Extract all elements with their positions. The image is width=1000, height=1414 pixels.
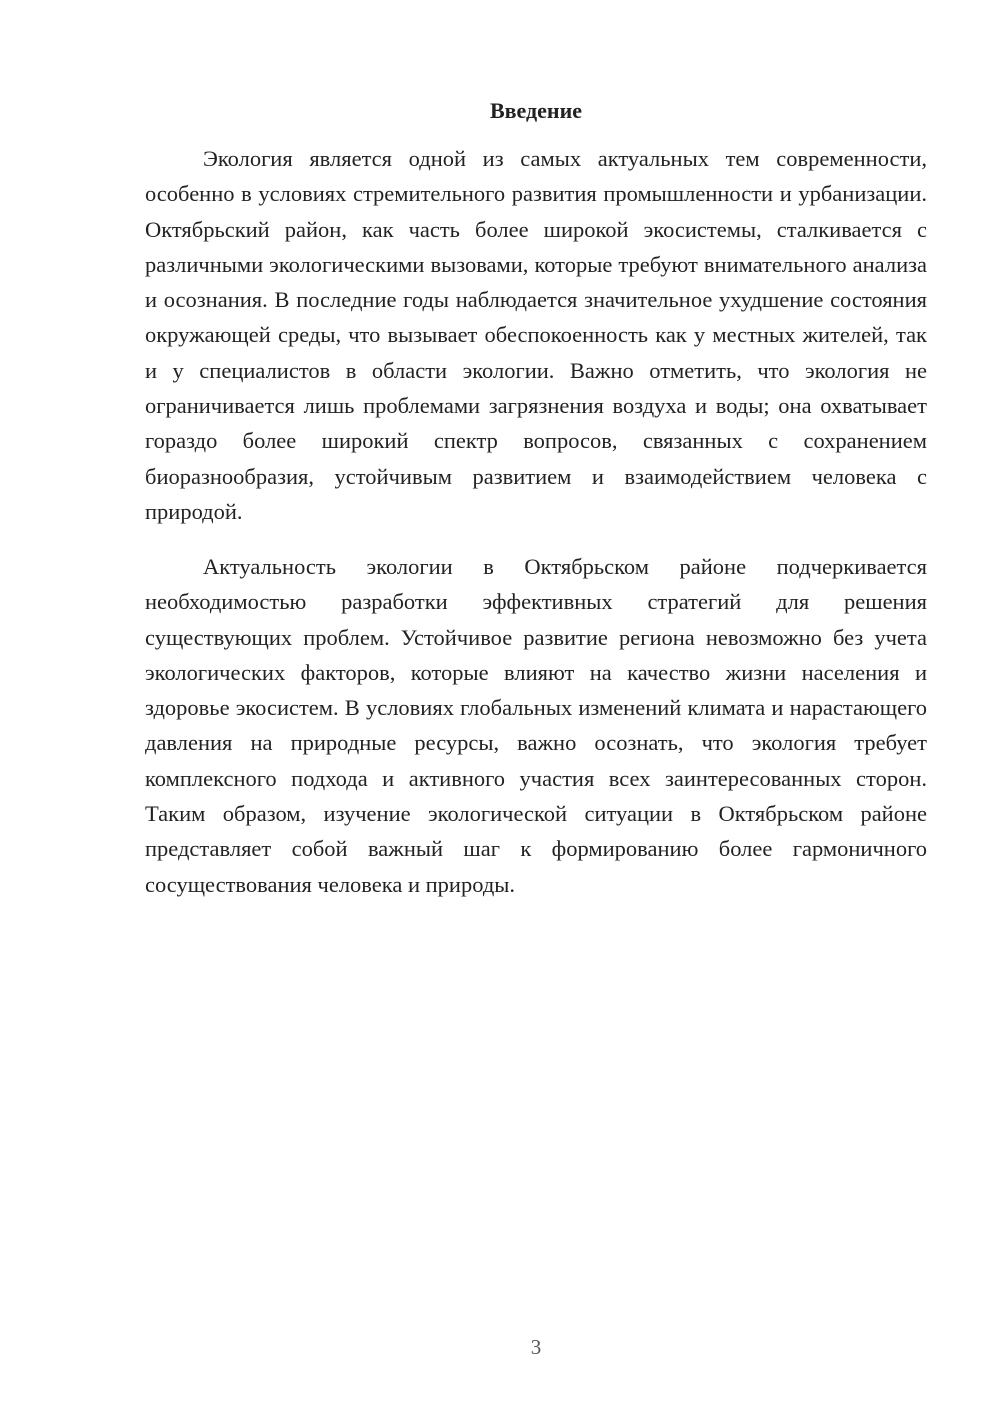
page-number: 3 (530, 1335, 542, 1359)
paragraph-1: Экология является одной из самых актуальных тем современности, особенно в условиях стремительного развития промышленности и урбанизации. Октябрьский район, как часть более широкой экосистемы, сталкивается с различными экологическими вызовами, которые требуют внимательного анализа и осознания. В последние годы наблюдается значительное ухудшение состояния окружающей среды, что вызывает обеспокоенность как у местных жителей, так и у специалистов в области экологии. Важно отметить, что экология не ограничивается лишь проблемами загрязнения воздуха и воды; она охватывает гораздо более широкий спектр вопросов, связанных с сохранением биоразнообразия, устойчивым развитием и взаимодействием человека с природой. (145, 146, 927, 524)
paragraph-2: Актуальность экологии в Октябрьском районе подчеркивается необходимостью разработки эффективных стратегий для решения существующих проблем. Устойчивое развитие региона невозможно без учета экологических факторов, которые влияют на качество жизни населения и здоровье экосистем. В условиях глобальных изменений климата и нарастающего давления на природные ресурсы, важно осознать, что экология требует комплексного подхода и активного участия всех заинтересованных сторон. Таким образом, изучение экологической ситуации в Октябрьском районе представляет собой важный шаг к формированию более гармоничного сосуществования человека и природы. (145, 554, 927, 897)
section-heading: Введение (489, 98, 583, 123)
